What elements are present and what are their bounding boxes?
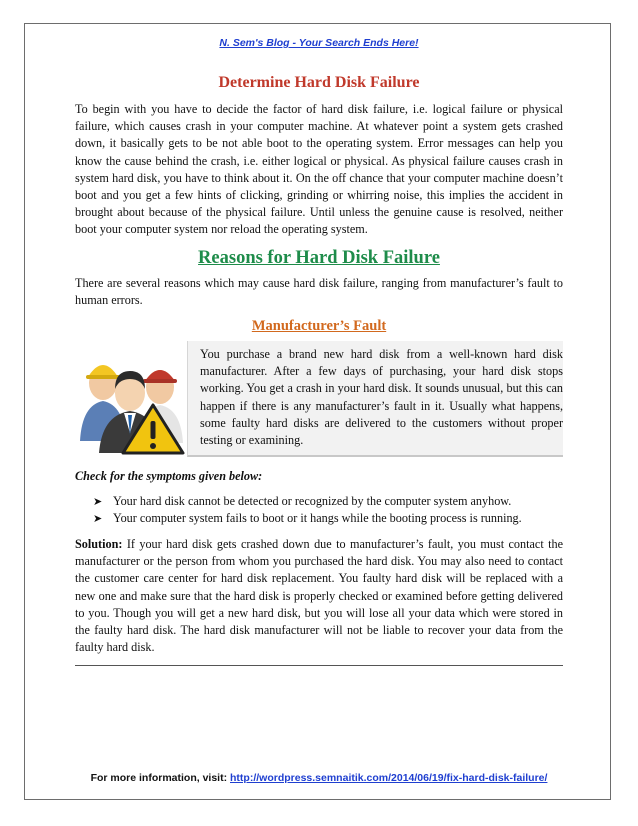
- solution-text: If your hard disk gets crashed down due to manufacturer’s fault, you must contact the manufacturer or the person from whom you purchased the hard disk. You may also need to contact the customer care center for hard disk replacement. You faulty hard disk will be replaced with a new one and make sure that the hard disk is properly checked or examined before getting delivered to you. Though you will get a new hard disk, but you will lose all your data which were stored in the faulty hard disk. The hard disk manufacturer will not be liable to recover your data from the faulty hard disk.: [75, 537, 563, 655]
- footer-prefix: For more information, visit:: [90, 772, 230, 784]
- title-manufacturer-fault: Manufacturer’s Fault: [251, 318, 387, 335]
- manufacturer-fault-text-box: [187, 341, 563, 457]
- symptoms-heading: Check for the symptoms given below:: [75, 469, 263, 484]
- paragraph-manufacturer-fault: You purchase a brand new hard disk from a well-known hard disk manufacturer. After a few days of purchasing, your hard disk stops working. You get a crash in your hard disk. It sounds unusual, but this can happen if there is any manufacturer’s fault in it. Usually what happens, some faulty hard disks are delivered to the customers without proper testing or examining.: [200, 347, 563, 448]
- section-divider: [75, 665, 563, 666]
- list-item: [93, 493, 563, 510]
- solution-label: Solution:: [75, 537, 123, 552]
- main-content: [75, 74, 563, 666]
- workers-warning-icon: [75, 343, 190, 455]
- list-item: [93, 510, 563, 527]
- arrow-bullet-icon: ➤: [93, 495, 103, 509]
- title-determine-failure: Determine Hard Disk Failure: [218, 74, 420, 91]
- paragraph-reasons-failure: There are several reasons which may cause hard disk failure, ranging from manufacturer’s fault to human errors.: [75, 275, 563, 307]
- header-blog-link[interactable]: N. Sem's Blog - Your Search Ends Here!: [219, 37, 419, 49]
- footer: [0, 772, 638, 784]
- paragraph-determine-failure: To begin with you have to decide the factor of hard disk failure, i.e. logical failure or physical failure, which causes crash in your computer machine. At whatever point a system gets crashed down, it basically gets to be not able boot to the operating system. Error messages can help you know the cause behind the crash, i.e. either logical or physical. As physical failure causes crash in system hard disk, you have to think about it. On the off chance that your computer machine doesn’t boot and you get a few hints of clicking, grinding or whirring noise, this implies the accident in brought about because of the physical failure. Until unless the genuine cause is resolved, neither boot your computer system nor reload the operating system.: [75, 102, 563, 237]
- arrow-bullet-icon: ➤: [93, 512, 103, 526]
- symptom-text: Your hard disk cannot be detected or recognized by the computer system anyhow.: [113, 494, 512, 509]
- footer-link[interactable]: http://wordpress.semnaitik.com/2014/06/19/fix-hard-disk-failure/: [230, 772, 548, 784]
- symptoms-list: [75, 493, 563, 527]
- paragraph-solution: [75, 536, 563, 656]
- manufacturer-fault-block: [75, 341, 563, 459]
- symptom-text: Your computer system fails to boot or it hangs while the booting process is running.: [113, 511, 522, 526]
- title-reasons-failure: Reasons for Hard Disk Failure: [198, 247, 440, 268]
